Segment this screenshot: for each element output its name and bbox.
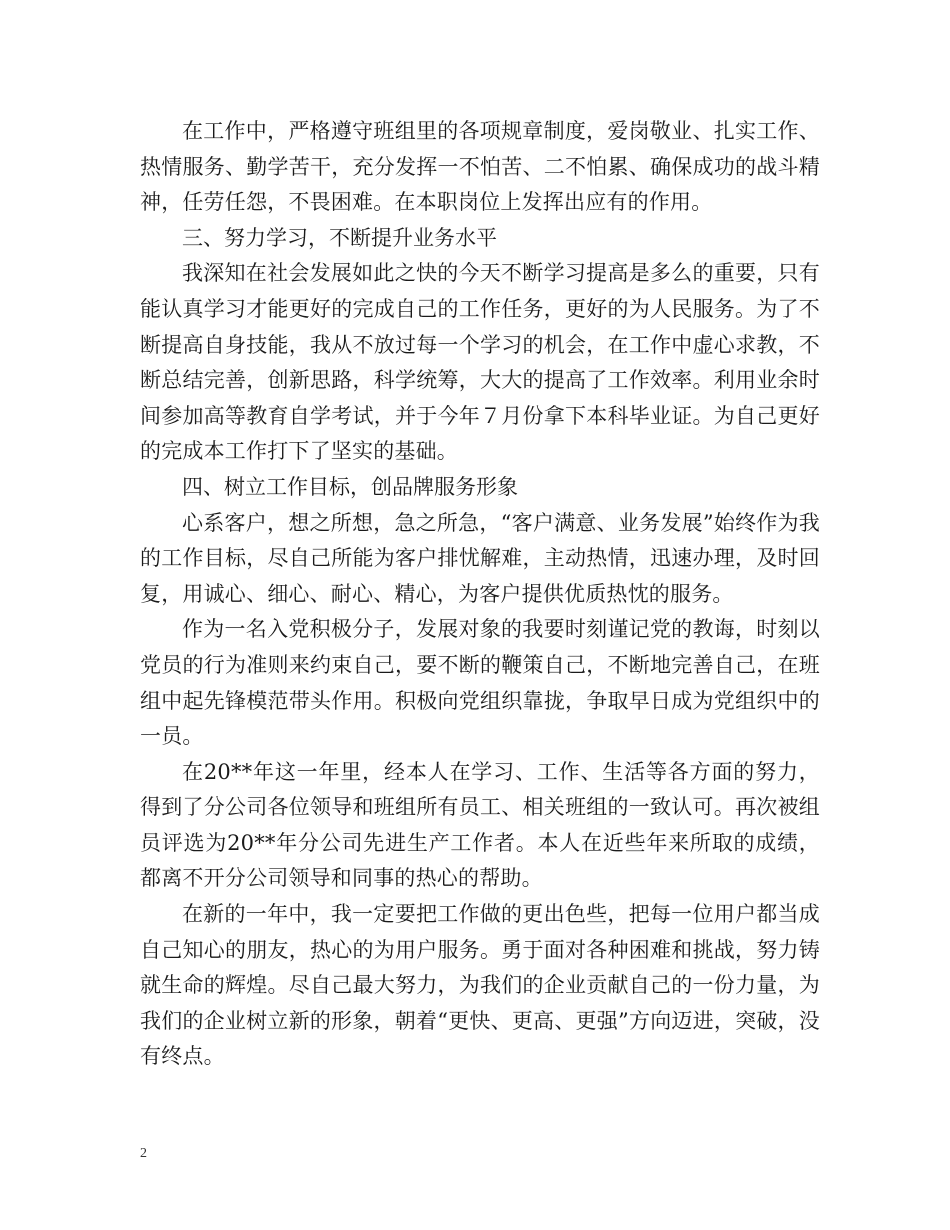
paragraph-year-recognition: 在20**年这一年里，经本人在学习、工作、生活等各方面的努力，得到了分公司各位领导和班组所有员工、相关班组的一致认可。再次被组员评选为20**年分公司先进生产工作者。本人在近些年来所取的成绩，都离不开分公司领导和同事的热心的帮助。 [140, 759, 820, 891]
paragraph-work-discipline: 在工作中，严格遵守班组里的各项规章制度，爱岗敬业、扎实工作、热情服务、勤学苦干，充分发挥一不怕苦、二不怕累、确保成功的战斗精神，任劳任怨，不畏困难。在本职岗位上发挥出应有的作用。 [140, 119, 820, 215]
paragraph-party-activist: 作为一名入党积极分子，发展对象的我要时刻谨记党的教诲，时刻以党员的行为准则来约束自己，要不断的鞭策自己，不断地完善自己，在班组中起先锋模范带头作用。积极向党组织靠拢，争取早日成为党组织中的一员。 [140, 617, 820, 749]
paragraph-new-year-goals: 在新的一年中，我一定要把工作做的更出色些，把每一位用户都当成自己知心的朋友，热心的为用户服务。勇于面对各种困难和挑战，努力铸就生命的辉煌。尽自己最大努力，为我们的企业贡献自己的一份力量，为我们的企业树立新的形象，朝着“更快、更高、更强”方向迈进，突破，没有终点。 [140, 902, 820, 1069]
paragraph-study: 我深知在社会发展如此之快的今天不断学习提高是多么的重要，只有能认真学习才能更好的完成自己的工作任务，更好的为人民服务。为了不断提高自身技能，我从不放过每一个学习的机会，在工作中虚心求教，不断总结完善，创新思路，科学统筹，大大的提高了工作效率。利用业余时间参加高等教育自学考试，并于今年７月份拿下本科毕业证。为自己更好的完成本工作打下了坚实的基础。 [140, 261, 820, 464]
paragraph-customer-service: 心系客户，想之所想，急之所急，“客户满意、业务发展”始终作为我的工作目标，尽自己所能为客户排忧解难，主动热情，迅速办理，及时回复，用诚心、细心、耐心、精心，为客户提供优质热忱的服务。 [140, 510, 820, 606]
document-body [140, 114, 820, 1075]
section-heading-study: 三、努力学习，不断提升业务水平 [182, 225, 497, 250]
page-number: 2 [140, 1146, 147, 1161]
section-heading-goals: 四、树立工作目标，创品牌服务形象 [182, 474, 518, 499]
